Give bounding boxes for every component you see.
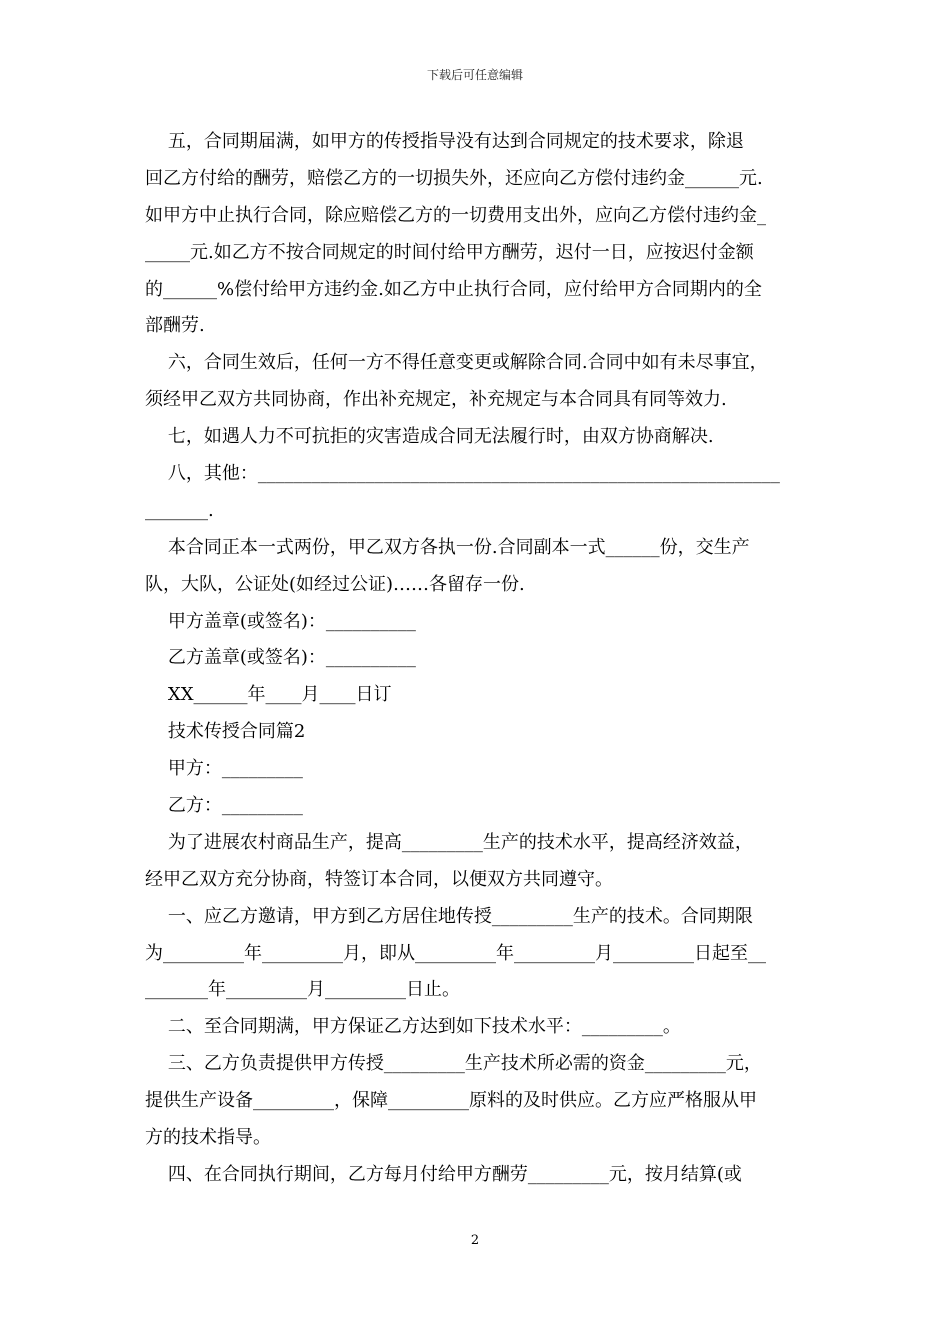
text-line: 队，大队，公证处(如经过公证)……各留存一份. (145, 573, 525, 595)
text-line: 五，合同期届满，如甲方的传授指导没有达到合同规定的技术要求，除退 (145, 131, 744, 152)
party-b-line: 乙方：_________ (145, 795, 303, 817)
text-line: 为了进展农村商品生产，提高_________生产的技术水平，提高经济效益， (145, 831, 753, 853)
text-line: 二、至合同期满，甲方保证乙方达到如下技术水平：_________。 (145, 1016, 681, 1038)
text-line: 八，其他：__________________________________________________________ (145, 463, 780, 485)
text-line: 一、应乙方邀请，甲方到乙方居住地传授_________生产的技术。合同期限 (145, 905, 753, 927)
text-line: 方的技术指导。 (145, 1127, 271, 1149)
text-line: 部酬劳. (145, 315, 205, 337)
text-line: 提供生产设备_________，保障_________原料的及时供应。乙方应严格服从甲 (145, 1090, 757, 1112)
text-line: _______年_________月_________日止。 (145, 979, 460, 1001)
text-line: 经甲乙双方充分协商，特签订本合同，以便双方共同遵守。 (145, 868, 613, 890)
text-line: _____元.如乙方不按合同规定的时间付给甲方酬劳，迟付一日，应按迟付金额 (145, 241, 754, 263)
text-line: 如甲方中止执行合同，除应赔偿乙方的一切费用支出外，应向乙方偿付违约金_ (145, 204, 766, 226)
text-line: _______. (145, 499, 214, 521)
text-line: 六，合同生效后，任何一方不得任意变更或解除合同.合同中如有未尽事宜， (145, 352, 768, 374)
signature-line-party-b: 乙方盖章(或签名)：__________ (145, 647, 416, 669)
text-line: 七，如遇人力不可抗拒的灾害造成合同无法履行时，由双方协商解决. (145, 426, 714, 448)
text-line: 须经甲乙双方共同协商，作出补充规定，补充规定与本合同具有同等效力. (145, 389, 727, 411)
text-line: 的______%偿付给甲方违约金.如乙方中止执行合同，应付给甲方合同期内的全 (145, 278, 762, 300)
text-line: 四、在合同执行期间，乙方每月付给甲方酬劳_________元，按月结算(或 (145, 1163, 742, 1185)
signature-line-party-a: 甲方盖章(或签名)：__________ (145, 610, 416, 632)
text-line: 回乙方付给的酬劳，赔偿乙方的一切损失外，还应向乙方偿付违约金______元. (145, 167, 763, 189)
page-number: 2 (470, 1233, 480, 1248)
page-header: 下载后可任意编辑 (426, 68, 523, 82)
text-line: 本合同正本一式两份，甲乙双方各执一份.合同副本一式______份，交生产 (145, 536, 750, 558)
document-body (145, 124, 810, 1194)
text-line: 为_________年_________月，即从_________年_________月_________日起至__ (145, 942, 766, 964)
party-a-line: 甲方：_________ (145, 758, 303, 780)
text-line: 三、乙方负责提供甲方传授_________生产技术所必需的资金_________元， (145, 1053, 762, 1075)
section-title: 技术传授合同篇2 (145, 721, 306, 743)
date-line: XX______年____月____日订 (145, 684, 392, 706)
